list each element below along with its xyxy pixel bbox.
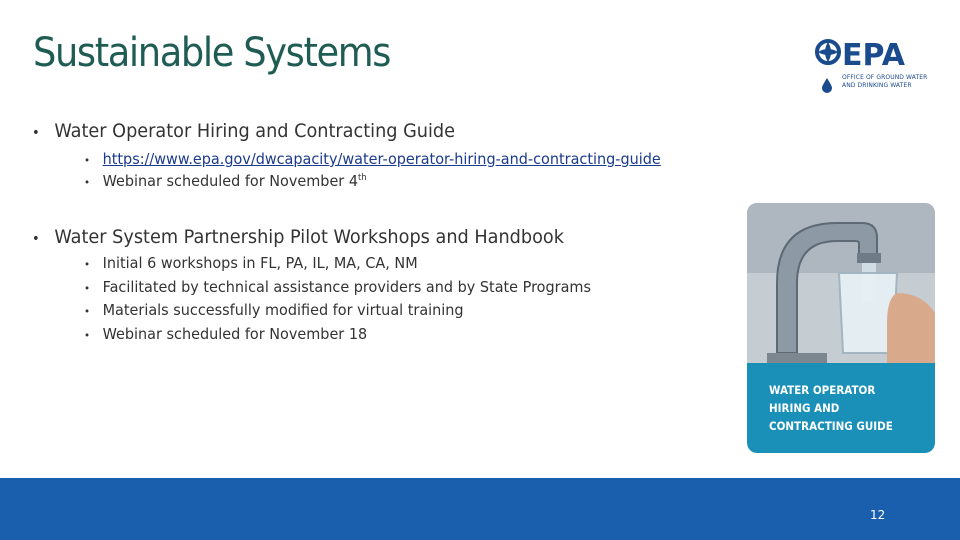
- logo-subtitle-line1: OFFICE OF GROUND WATER: [842, 74, 928, 81]
- list-item: • Webinar scheduled for November 18: [84, 325, 368, 343]
- guide-link[interactable]: https://www.epa.gov/dwcapacity/water-operator-hiring-and-contracting-guide: [102, 150, 661, 168]
- section-heading-1: • Water Operator Hiring and Contracting Guide: [32, 120, 455, 142]
- logo-subtitle-line2: AND DRINKING WATER: [842, 81, 912, 89]
- water-drop-icon: [818, 76, 836, 94]
- slide-title: Sustainable Systems: [33, 30, 391, 76]
- list-item: • Initial 6 workshops in FL, PA, IL, MA, CA, NM: [84, 254, 418, 272]
- guide-cover-image: [747, 203, 935, 453]
- list-item: • Webinar scheduled for November 4th: [84, 172, 367, 190]
- guide-cover-card: [747, 363, 935, 453]
- faucet-glass-illustration: [747, 203, 935, 368]
- list-item: • https://www.epa.gov/dwcapacity/water-operator-hiring-and-contracting-guide: [84, 150, 661, 168]
- section-heading-2: • Water System Partnership Pilot Workshops and Handbook: [32, 226, 564, 248]
- list-item: • Materials successfully modified for virtual training: [84, 301, 464, 319]
- footer-bar: [0, 478, 960, 540]
- epa-logo: [812, 36, 928, 98]
- svg-text:EPA: EPA: [842, 38, 905, 73]
- guide-cover-caption: WATER OPERATOR HIRING AND CONTRACTING GUIDE: [769, 383, 893, 433]
- logo-subtitle: [842, 74, 927, 89]
- list-item: • Facilitated by technical assistance providers and by State Programs: [84, 278, 591, 296]
- epa-flower-icon: [812, 36, 924, 76]
- page-number: 12: [870, 508, 886, 522]
